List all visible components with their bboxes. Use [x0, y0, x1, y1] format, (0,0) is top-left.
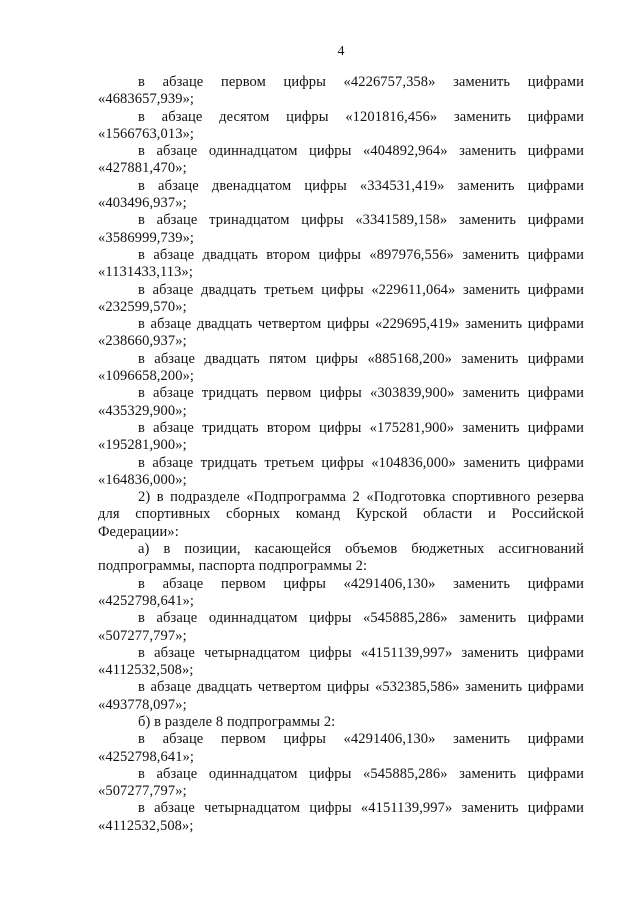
paragraph-10: в абзаце тридцать первом цифры «303839,900» заменить цифрами «435329,900»;	[98, 385, 584, 419]
paragraph-17: в абзаце четырнадцатом цифры «4151139,997» заменить цифрами «4112532,508»;	[98, 644, 584, 679]
paragraph-12: в абзаце тридцать третьем цифры «104836,000» заменить цифрами «164836,000»;	[98, 454, 584, 488]
paragraph-8: в абзаце двадцать четвертом цифры «229695,419» заменить цифрами «238660,937»;	[98, 316, 584, 350]
paragraph-9: в абзаце двадцать пятом цифры «885168,200» заменить цифрами «1096658,200»;	[98, 350, 584, 385]
paragraph-7: в абзаце двадцать третьем цифры «229611,064» заменить цифрами «232599,570»;	[98, 281, 584, 315]
paragraph-5: в абзаце тринадцатом цифры «3341589,158» заменить цифрами «3586999,739»;	[98, 212, 584, 246]
paragraph-18: в абзаце двадцать четвертом цифры «532385,586» заменить цифрами «493778,097»;	[98, 679, 584, 713]
paragraph-11: в абзаце тридцать втором цифры «175281,900» заменить цифрами «195281,900»;	[98, 419, 584, 454]
paragraph-20: в абзаце первом цифры «4291406,130» заменить цифрами «4252798,641»;	[98, 731, 584, 765]
paragraph-22: в абзаце четырнадцатом цифры «4151139,997» заменить цифрами «4112532,508»;	[98, 800, 584, 834]
paragraph-3: в абзаце одиннадцатом цифры «404892,964» заменить цифрами «427881,470»;	[98, 143, 584, 177]
paragraph-13: 2) в подразделе «Подпрограмма 2 «Подготовка спортивного резерва для спортивных сборных команд Курской области и Российской Федерации»:	[98, 489, 584, 540]
paragraph-6: в абзаце двадцать втором цифры «897976,556» заменить цифрами «1131433,113»;	[98, 246, 584, 281]
paragraph-14: а) в позиции, касающейся объемов бюджетных ассигнований подпрограммы, паспорта подпрограммы 2:	[98, 541, 584, 575]
paragraph-21: в абзаце одиннадцатом цифры «545885,286» заменить цифрами «507277,797»;	[98, 765, 584, 800]
document-body	[98, 74, 584, 835]
paragraph-1: в абзаце первом цифры «4226757,358» заменить цифрами «4683657,939»;	[98, 74, 584, 108]
paragraph-15: в абзаце первом цифры «4291406,130» заменить цифрами «4252798,641»;	[98, 575, 584, 609]
paragraph-19: б) в разделе 8 подпрограммы 2:	[138, 713, 336, 730]
paragraph-16: в абзаце одиннадцатом цифры «545885,286» заменить цифрами «507277,797»;	[98, 610, 584, 644]
paragraph-4: в абзаце двенадцатом цифры «334531,419» заменить цифрами «403496,937»;	[98, 177, 584, 212]
paragraph-2: в абзаце десятом цифры «1201816,456» заменить цифрами «1566763,013»;	[98, 108, 584, 142]
page-number: 4	[337, 44, 345, 59]
